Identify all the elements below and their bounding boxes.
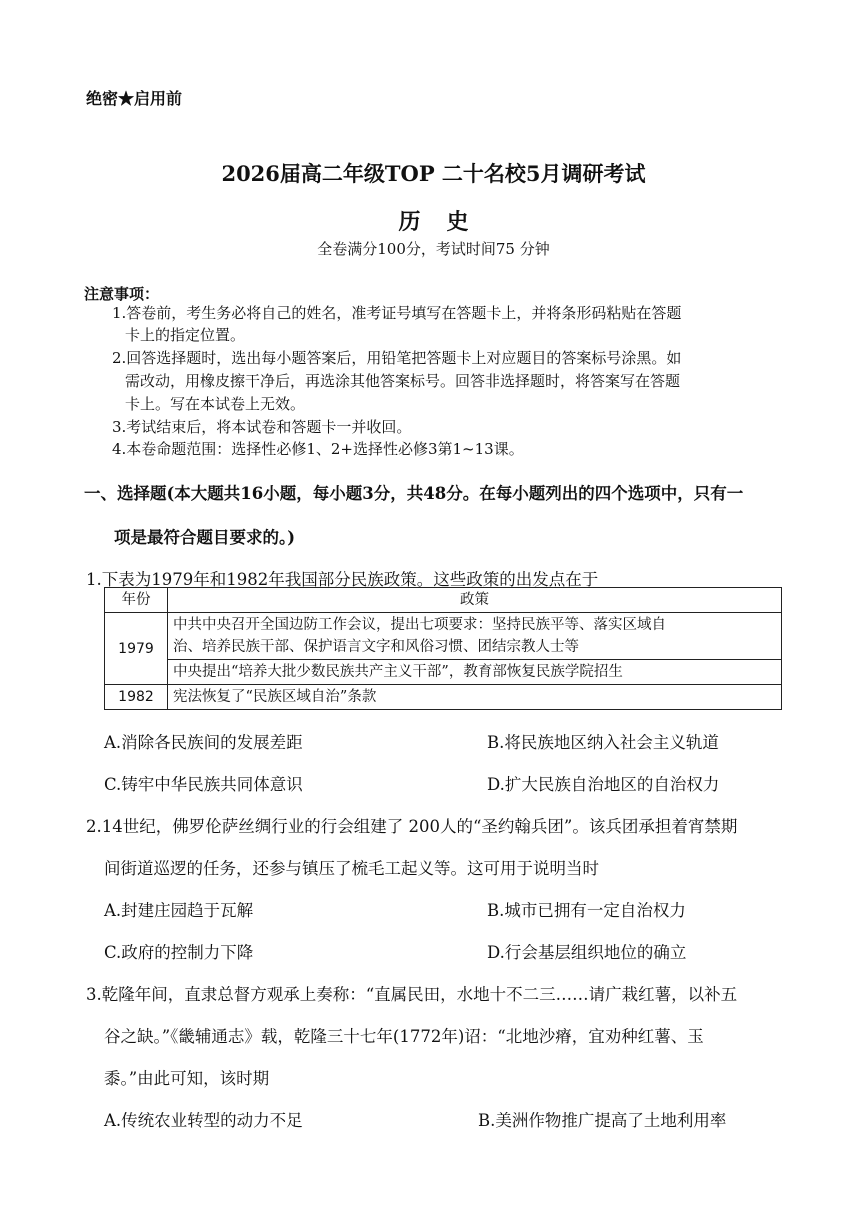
exam-title: 2026届高二年级TOP 二十名校5月调研考试	[221, 161, 646, 186]
notice-line: 卡上的指定位置。	[125, 326, 246, 344]
table-row	[105, 613, 782, 660]
notice-line: 需改动，用橡皮擦干净后，再选涂其他答案标号。回答非选择题时，将答案写在答题	[125, 372, 681, 390]
table-header-policy: 政策	[168, 588, 782, 613]
option-b: B.美洲作物推广提高了土地利用率	[478, 1111, 727, 1130]
option-a: A.封建庄园趋于瓦解	[104, 901, 254, 920]
table-cell-year: 1982	[105, 685, 168, 710]
section-heading-cont: 项是最符合题目要求的。)	[114, 528, 296, 547]
question-3-stem-cont: 谷之缺。”《畿辅通志》载，乾隆三十七年(1772年)诏：“北地沙瘠，宜劝种红薯、玉	[104, 1027, 704, 1046]
notice-line: 1.答卷前，考生务必将自己的姓名，准考证号填写在答题卡上，并将条形码粘贴在答题	[112, 304, 682, 322]
section-heading: 一、选择题(本大题共16小题，每小题3分，共48分。在每小题列出的四个选项中，只有一	[84, 484, 744, 503]
notice-line: 2.回答选择题时，选出每小题答案后，用铅笔把答题卡上对应题目的答案标号涂黑。如	[112, 349, 682, 367]
policy-text: 中共中央召开全国边防工作会议，提出七项要求：坚持民族平等、落实区域自	[173, 617, 666, 633]
table-cell-year: 1979	[105, 613, 168, 685]
notice-line: 卡上。写在本试卷上无效。	[125, 395, 306, 413]
subject-title: 历史	[398, 209, 495, 235]
policy-text: 治、培养民族干部、保护语言文字和风俗习惯、团结宗教人士等	[173, 639, 579, 655]
exam-info: 全卷满分100分，考试时间75 分钟	[317, 240, 550, 258]
question-2-stem: 2.14世纪，佛罗伦萨丝绸行业的行会组建了 200人的“圣约翰兵团”。该兵团承担着宵禁期	[86, 817, 738, 836]
option-d: D.行会基层组织地位的确立	[487, 943, 687, 962]
notice-line: 3.考试结束后，将本试卷和答题卡一并收回。	[112, 418, 412, 436]
table-header-year: 年份	[105, 588, 168, 613]
option-c: C.铸牢中华民族共同体意识	[104, 775, 303, 794]
option-d: D.扩大民族自治地区的自治权力	[487, 775, 720, 794]
question-3-stem-cont: 黍。”由此可知，该时期	[104, 1069, 270, 1088]
table-row	[105, 685, 782, 710]
table-cell-policy: 中央提出“培养大批少数民族共产主义干部”，教育部恢复民族学院招生	[168, 660, 782, 685]
question-1-stem: 1.下表为1979年和1982年我国部分民族政策。这些政策的出发点在于	[86, 570, 599, 589]
confidential-mark: 绝密★启用前	[86, 89, 183, 108]
notice-line: 4.本卷命题范围：选择性必修1、2+选择性必修3第1~13课。	[112, 440, 524, 458]
policy-table	[104, 587, 782, 710]
option-a: A.传统农业转型的动力不足	[104, 1111, 303, 1130]
option-c: C.政府的控制力下降	[104, 943, 254, 962]
question-3-stem: 3.乾隆年间，直隶总督方观承上奏称：“直属民田，水地十不二三……请广栽红薯，以补五	[86, 985, 738, 1004]
option-b: B.城市已拥有一定自治权力	[487, 901, 686, 920]
table-cell-policy	[168, 613, 782, 660]
table-header-row	[105, 588, 782, 613]
option-a: A.消除各民族间的发展差距	[104, 733, 303, 752]
option-b: B.将民族地区纳入社会主义轨道	[487, 733, 719, 752]
table-cell-policy: 宪法恢复了“民族区域自治”条款	[168, 685, 782, 710]
question-2-stem-cont: 间街道巡逻的任务，还参与镇压了梳毛工起义等。这可用于说明当时	[104, 859, 599, 878]
table-row	[105, 660, 782, 685]
notice-heading: 注意事项：	[84, 285, 160, 303]
